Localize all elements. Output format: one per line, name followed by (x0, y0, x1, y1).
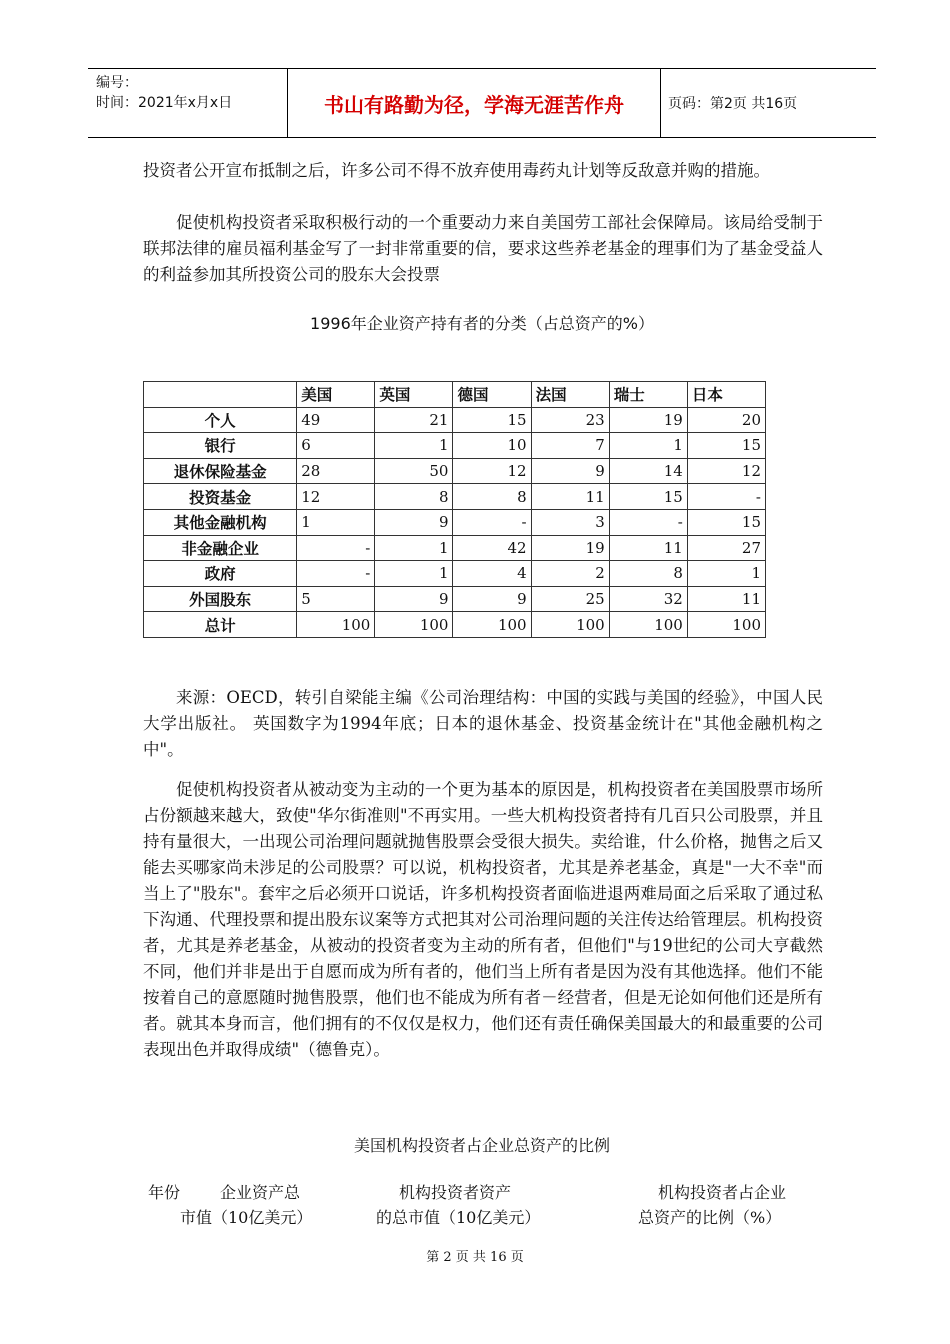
row-label: 投资基金 (144, 484, 297, 510)
header-meta (96, 73, 288, 113)
table2-title: 美国机构投资者占企业总资产的比例 (353, 1136, 610, 1155)
row-label: 其他金融机构 (144, 509, 297, 535)
table-row (144, 509, 766, 535)
table-cell: - (609, 509, 687, 535)
document-number-label: 编号： (96, 75, 138, 91)
table-cell: 11 (687, 586, 765, 612)
table-cell: 9 (375, 509, 453, 535)
table-cell: 15 (687, 509, 765, 535)
row-label: 银行 (144, 433, 297, 459)
table-cell: 11 (609, 535, 687, 561)
table-header-row (144, 382, 766, 408)
table-cell: 1 (375, 561, 453, 587)
table-row (144, 458, 766, 484)
table-cell: 15 (687, 433, 765, 459)
table-cell: 27 (687, 535, 765, 561)
table-cell: 23 (531, 407, 609, 433)
paragraph-4: 促使机构投资者从被动变为主动的一个更为基本的原因是，机构投资者在美国股票市场所占份额越来越大，致使"华尔街准则"不再实用。一些大机构投资者持有几百只公司股票，并且持有量很大，一出现公司治理问题就抛售股票会受很大损失。卖给谁，什么价格，抛售之后又能去买哪家尚未涉足的公司股票？可以说，机构投资者，尤其是养老基金，真是"一大不幸"而当上了"股东"。套牢之后必须开口说话，许多机构投资者面临进退两难局面之后采取了通过私下沟通、代理投票和提出股东议案等方式把其对公司治理问题的关注传达给管理层。机构投资者，尤其是养老基金，从被动的投资者变为主动的所有者，但他们"与19世纪的公司大亨截然不同，他们并非是出于自愿而成为所有者的，他们当上所有者是因为没有其他选择。他们不能按着自己的意愿随时抛售股票，他们也不能成为所有者－经营者，但是无论如何他们还是所有者。就其本身而言，他们拥有的不仅仅是权力，他们还有责任确保美国最大的和最重要的公司表现出色并取得成绩"（德鲁克）。 (143, 780, 823, 1059)
page-footer: 第 2 页 共 16 页 (426, 1250, 524, 1265)
table-cell: 12 (453, 458, 531, 484)
header-page-info: 页码：第2页 共16页 (668, 96, 798, 112)
table-cell: 6 (297, 433, 375, 459)
table-cell: 100 (609, 612, 687, 638)
table-cell: 19 (531, 535, 609, 561)
table-cell: 100 (375, 612, 453, 638)
column-header-usa: 美国 (297, 382, 375, 408)
paragraph-1: 投资者公开宣布抵制之后，许多公司不得不放弃使用毒药丸计划等反敌意并购的措施。 (143, 161, 770, 180)
table-cell: 7 (531, 433, 609, 459)
row-label: 个人 (144, 407, 297, 433)
table-cell: 5 (297, 586, 375, 612)
column-header-year: 年份 (148, 1183, 181, 1202)
table-cell: 9 (375, 586, 453, 612)
table-cell: 9 (453, 586, 531, 612)
table-cell: 10 (453, 433, 531, 459)
table-cell: 8 (609, 561, 687, 587)
table-cell: 100 (297, 612, 375, 638)
column-header-switzerland: 瑞士 (609, 382, 687, 408)
column-header-uk: 英国 (375, 382, 453, 408)
table-corner-cell (144, 382, 297, 408)
table-row (144, 433, 766, 459)
table-cell: 20 (687, 407, 765, 433)
table-row (144, 561, 766, 587)
asset-holders-table (143, 381, 766, 638)
table-cell: 100 (531, 612, 609, 638)
table-cell: 11 (531, 484, 609, 510)
table-cell: 4 (453, 561, 531, 587)
table-cell: - (297, 535, 375, 561)
header-motto: 书山有路勤为径，学海无涯苦作舟 (287, 69, 661, 137)
table-cell: 1 (375, 535, 453, 561)
table-cell: 14 (609, 458, 687, 484)
table-cell: 1 (687, 561, 765, 587)
table-row (144, 612, 766, 638)
column-header-france: 法国 (531, 382, 609, 408)
row-label: 政府 (144, 561, 297, 587)
table-cell: 12 (687, 458, 765, 484)
table-cell: 42 (453, 535, 531, 561)
table-cell: 15 (609, 484, 687, 510)
table-row (144, 535, 766, 561)
table-cell: - (297, 561, 375, 587)
column-header-total-line2: 市值（10亿美元） (180, 1208, 313, 1227)
table-cell: 8 (453, 484, 531, 510)
table-cell: 3 (531, 509, 609, 535)
table-cell: 1 (297, 509, 375, 535)
table-cell: 25 (531, 586, 609, 612)
table-cell: 1 (375, 433, 453, 459)
column-header-institutional-line1: 机构投资者资产 (399, 1183, 512, 1202)
table-cell: 19 (609, 407, 687, 433)
table-cell: 50 (375, 458, 453, 484)
table-cell: 21 (375, 407, 453, 433)
paragraph-2: 促使机构投资者采取积极行动的一个重要动力来自美国劳工部社会保障局。该局给受制于联邦法律的雇员福利基金写了一封非常重要的信，要求这些养老基金的理事们为了基金受益人的利益参加其所投资公司的股东大会投票 (143, 213, 823, 284)
table1-title: 1996年企业资产持有者的分类（占总资产的%） (310, 314, 654, 333)
table-row (144, 407, 766, 433)
column-header-germany: 德国 (453, 382, 531, 408)
column-header-ratio-line2: 总资产的比例（%） (638, 1208, 782, 1227)
table-cell: 100 (453, 612, 531, 638)
table-cell: 32 (609, 586, 687, 612)
table-cell: 2 (531, 561, 609, 587)
source-note: 来源：OECD，转引自梁能主编《公司治理结构：中国的实践与美国的经验》，中国人民大学出版社。 英国数字为1994年底；日本的退休基金、投资基金统计在"其他金融机构之中"。 (143, 688, 823, 759)
column-header-total-line1: 企业资产总 (220, 1183, 301, 1202)
table-cell: 100 (687, 612, 765, 638)
table-cell: 1 (609, 433, 687, 459)
column-header-ratio-line1: 机构投资者占企业 (658, 1183, 787, 1202)
table-cell: - (453, 509, 531, 535)
table-cell: 15 (453, 407, 531, 433)
table-cell: 12 (297, 484, 375, 510)
table-cell: 49 (297, 407, 375, 433)
page-header (88, 68, 876, 138)
table-row (144, 586, 766, 612)
row-label: 外国股东 (144, 586, 297, 612)
row-label: 非金融企业 (144, 535, 297, 561)
table-cell: - (687, 484, 765, 510)
table-cell: 28 (297, 458, 375, 484)
document-time-label: 时间：2021年x月x日 (96, 95, 233, 111)
row-label: 总计 (144, 612, 297, 638)
table-cell: 8 (375, 484, 453, 510)
row-label: 退休保险基金 (144, 458, 297, 484)
column-header-japan: 日本 (687, 382, 765, 408)
table-row (144, 484, 766, 510)
column-header-institutional-line2: 的总市值（10亿美元） (376, 1208, 541, 1227)
table-cell: 9 (531, 458, 609, 484)
